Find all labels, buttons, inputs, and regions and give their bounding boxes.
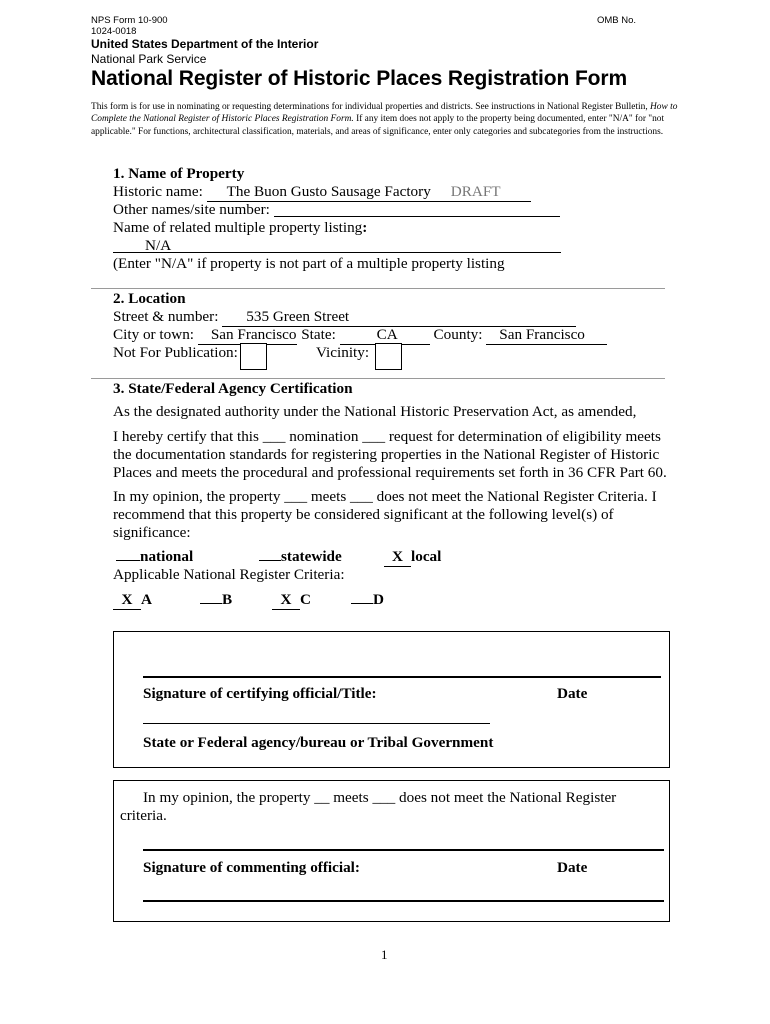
criteria-label: Applicable National Register Criteria: xyxy=(113,566,345,583)
agency-line[interactable] xyxy=(143,723,490,724)
county-field[interactable] xyxy=(486,326,607,345)
level-national-label: national xyxy=(140,548,194,565)
multiple-listing-label: Name of related multiple property listing xyxy=(113,219,363,236)
comment-opinion-text: In my opinion, the property __ meets ___ does not meet the National Register criteria. xyxy=(120,789,617,825)
street-value: 535 Green Street xyxy=(246,308,350,325)
state-value: CA xyxy=(376,326,398,343)
section-divider-2 xyxy=(91,378,665,379)
criterion-a-label: A xyxy=(141,591,152,608)
certifying-date-label: Date xyxy=(557,685,588,702)
certifying-signature-line[interactable] xyxy=(143,676,661,678)
criterion-c-label: C xyxy=(300,591,311,608)
multiple-listing-value: N/A xyxy=(145,237,172,254)
agency-label: State or Federal agency/bureau or Tribal Government xyxy=(143,734,494,751)
historic-name-row xyxy=(113,183,531,202)
criterion-b-mark[interactable] xyxy=(200,603,222,604)
city-label: City or town: xyxy=(113,326,195,343)
city-value: San Francisco xyxy=(210,326,297,343)
vicinity-checkbox[interactable] xyxy=(375,343,402,370)
street-row xyxy=(113,308,576,327)
intro-paragraph xyxy=(91,101,691,138)
commenting-title-line[interactable] xyxy=(143,900,664,902)
commenting-date-label: Date xyxy=(557,859,588,876)
historic-name-value: The Buon Gusto Sausage Factory xyxy=(226,183,431,200)
level-statewide-mark[interactable] xyxy=(259,560,281,561)
section3-heading: 3. State/Federal Agency Certification xyxy=(113,380,353,397)
intro-part2: If any item does not apply to the property being documented, enter "N/A" for "not applicable." For functions, architectural classification, materials, and areas of significance, enter only categories and subcategories from the instructions. xyxy=(91,114,665,137)
service-name: National Park Service xyxy=(91,52,207,66)
commenting-signature-label: Signature of commenting official: xyxy=(143,859,360,876)
omb-number: 1024-0018 xyxy=(91,26,137,37)
criterion-d[interactable] xyxy=(351,591,384,609)
department-name: United States Department of the Interior xyxy=(91,37,319,51)
draft-label: DRAFT xyxy=(451,183,531,202)
certify-paragraph: I hereby certify that this ___ nomination ___ request for determination of eligibility meets the documentation standards for registering properties in the National Register of Historic Places and meets the procedural and professional requirements set forth in 36 CFR Part 60. xyxy=(113,428,667,482)
level-national-mark[interactable] xyxy=(116,560,140,561)
level-statewide-label: statewide xyxy=(281,548,342,565)
level-statewide[interactable] xyxy=(259,548,342,566)
multiple-listing-note: (Enter "N/A" if property is not part of a multiple property listing xyxy=(113,255,505,272)
street-field[interactable] xyxy=(222,308,576,327)
section2-heading: 2. Location xyxy=(113,290,186,307)
historic-name-field[interactable] xyxy=(207,183,451,202)
page-number: 1 xyxy=(381,947,388,962)
certifying-signature-label: Signature of certifying official/Title: xyxy=(143,685,377,702)
county-label: County: xyxy=(433,326,483,343)
street-label: Street & number: xyxy=(113,308,219,325)
other-names-field[interactable] xyxy=(274,216,560,217)
historic-name-label: Historic name: xyxy=(113,183,203,200)
criterion-a-mark[interactable]: X xyxy=(113,591,141,610)
level-national[interactable] xyxy=(116,548,193,566)
multiple-listing-field[interactable] xyxy=(113,252,561,253)
other-names-label: Other names/site number: xyxy=(113,201,270,218)
page-title: National Register of Historic Places Registration Form xyxy=(91,67,628,90)
not-for-publication-label: Not For Publication: xyxy=(113,344,238,361)
multiple-listing-row xyxy=(113,219,367,237)
authority-text: As the designated authority under the National Historic Preservation Act, as amended, xyxy=(113,403,637,420)
criterion-a[interactable] xyxy=(113,591,152,610)
criterion-b[interactable] xyxy=(200,591,232,609)
intro-part1: This form is for use in nominating or requesting determinations for individual properties and districts. See instructions in National Register Bulletin, xyxy=(91,102,648,112)
state-label: State: xyxy=(301,326,336,343)
section1-heading: 1. Name of Property xyxy=(113,165,245,182)
not-for-publication-checkbox[interactable] xyxy=(240,343,267,370)
multiple-listing-colon: : xyxy=(362,219,368,236)
section-divider-1 xyxy=(91,288,665,289)
criterion-d-label: D xyxy=(373,591,384,608)
form-number: NPS Form 10-900 xyxy=(91,15,168,26)
commenting-signature-line[interactable] xyxy=(143,849,664,851)
bulletin-title: How to Complete the National Register of Historic Places Registration Form. xyxy=(91,102,678,125)
omb-label: OMB No. xyxy=(597,15,637,26)
level-local[interactable] xyxy=(384,548,441,567)
criterion-c-mark[interactable]: X xyxy=(272,591,300,610)
county-value: San Francisco xyxy=(499,326,585,343)
vicinity-label: Vicinity: xyxy=(316,344,370,361)
criterion-d-mark[interactable] xyxy=(351,603,373,604)
criterion-c[interactable] xyxy=(272,591,311,610)
criterion-b-label: B xyxy=(222,591,233,608)
level-local-mark[interactable]: X xyxy=(384,548,411,567)
city-row xyxy=(113,326,607,345)
opinion-paragraph: In my opinion, the property ___ meets ___ does not meet the National Register Criteria. I recommend that this property be considered significant at the following level(s) of significance: xyxy=(113,488,657,542)
level-local-label: local xyxy=(411,548,442,565)
